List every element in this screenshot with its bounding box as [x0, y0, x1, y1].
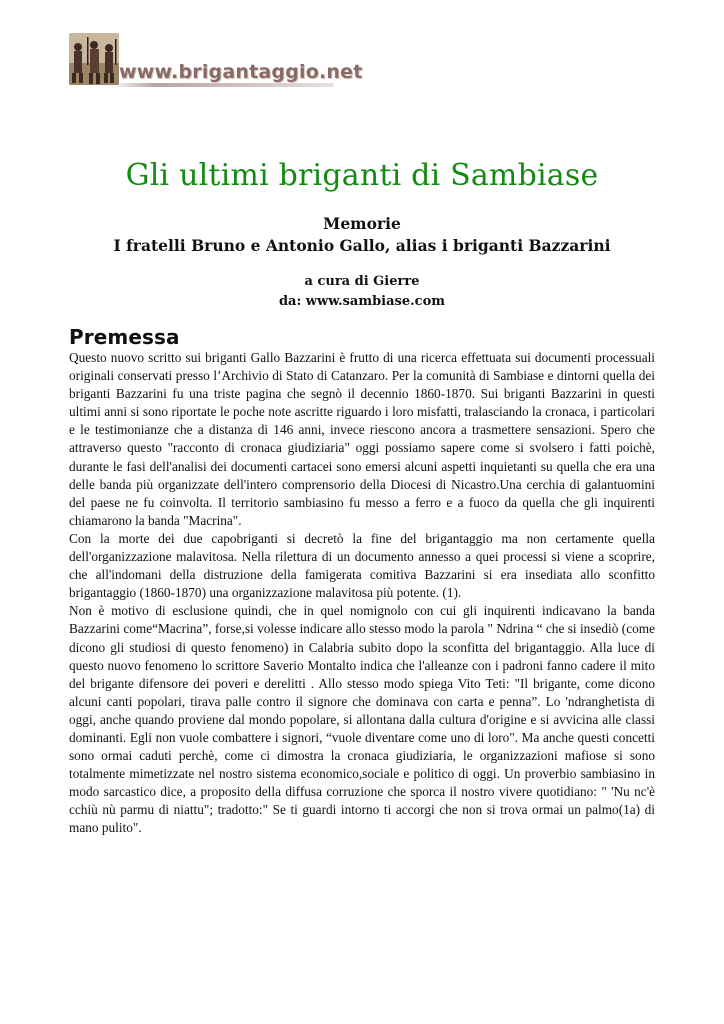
credit-source: da: www.sambiase.com: [278, 294, 446, 309]
logo-underline: [109, 83, 334, 87]
brigands-photo-icon: [69, 33, 119, 85]
document-title: Gli ultimi briganti di Sambiase: [125, 158, 599, 193]
credit-block: [0, 272, 724, 312]
logo-text: www.brigantaggio.net: [119, 61, 363, 83]
paragraph: Non è motivo di esclusione quindi, che in quel nomignolo con cui gli inquirenti indicavano la banda Bazzarini come“Macrina”, forse,si volesse indicare allo stesso modo la parola " Ndrina “ che si insediò (come dicono gli studiosi di questo fenomeno) in Calabria subito dopo la sconfitta del brigantaggio. Alla luce di questo nuovo fenomeno lo scrittore Saverio Montalto indica che l'alleanze con i padroni fanno cadere il mito del brigante difensore dei poveri e derelitti . Allo stesso modo spiega Vito Teti: "Il brigante, come dicono alcuni canti popolari, tirava palle contro il signore che dominava con carta e penna”. Lo 'ndranghetista di oggi, anche quando proviene dal mondo popolare, si allontana dalla cultura d'origine e si avvicina alle classi dominanti. Egli non vuole combattere i signori, “vuole diventare come uno di loro". Ma anche questi concetti sono ormai caduti perchè, come ci dimostra la cronaca giudiziaria, le organizzazioni mafiose si sono totalmente mimetizzate nel nostro sistema economico,sociale e politico di oggi. Un proverbio sambiasino in modo sarcastico dice, a proposito della diffusa corruzione che sporca il nostro vivere quotidiano: " 'Nu nc'è cchiù nù parmu di niattu"; tradotto:" Se ti guardi intorno ti accorgi che non si trova ormai un palmo(1a) di mano pulito".: [69, 603, 655, 836]
section-heading: Premessa: [69, 325, 180, 349]
site-logo[interactable]: [69, 33, 363, 89]
paragraph: Questo nuovo scritto sui briganti Gallo Bazzarini è frutto di una ricerca effettuata sui documenti processuali originali conservati presso l’Archivio di Stato di Catanzaro. Per la comunità di Sambiase e dintorni quella dei briganti Bazzarini fu una triste pagina che segnò il decennio 1860-1870. Sui briganti Bazzarini in questi ultimi anni si sono riportate le poche note ascritte riguardo i loro misfatti, tralasciando la cronaca, i particolari e le testimonianze che a distanza di 146 anni, invece riescono ancora a trasmettere sensazioni. Spero che attraverso questo "racconto di cronaca giudiziaria" oggi possiamo sapere come si svolsero i fatti poichè, durante le fasi dell'analisi dei documenti cartacei sono emersi alcuni aspetti inquietanti su quella che era una delle banda più organizzate dell'intero comprensorio della Diocesi di Nicastro.Una cerchia di galantuomini del paese ne fu coinvolta. Il territorio sambiasino fu messo a ferro e a fuoco da quella che gli inquirenti chiamarono la banda "Macrina".: [69, 350, 655, 528]
credit-author: a cura di Gierre: [304, 274, 420, 289]
subtitle-description: I fratelli Bruno e Antonio Gallo, alias i briganti Bazzarini: [113, 236, 611, 255]
paragraph: Con la morte dei due capobriganti si decretò la fine del brigantaggio ma non certamente quella dell'organizzazione malavitosa. Nella rilettura di un documento annesso a quei processi si viene a scoprire, che all'indomani della distruzione della famigerata comitiva Bazzarini si era insediata allo sconfitto brigantaggio (1860-1870) una organizzazione malavitosa più potente. (1).: [69, 530, 655, 601]
subtitle-memorie: Memorie: [323, 214, 401, 233]
body-text: [69, 349, 655, 838]
subtitle-block: [0, 213, 724, 257]
